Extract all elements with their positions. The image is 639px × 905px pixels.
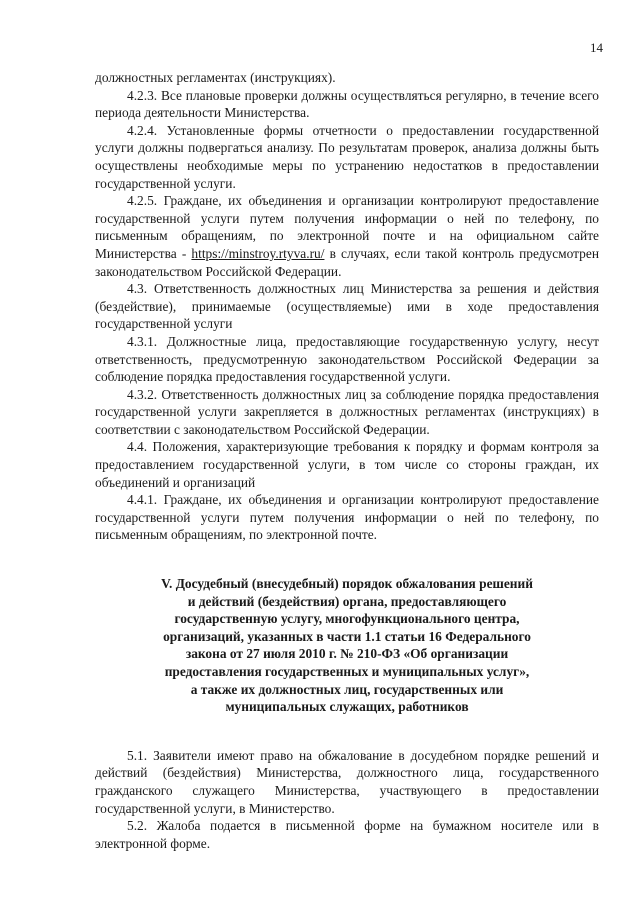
section-heading-line: закона от 27 июля 2010 г. № 210-ФЗ «Об организации [185,646,509,662]
paragraph: 4.3.2. Ответственность должностных лиц за соблюдение порядка предоставления государственной услуги закрепляется в должностных регламентах (инструкциях) в соответствии с законодательством Российской Федерации. [95,386,599,437]
paragraph: должностных регламентах (инструкциях). [95,70,336,85]
section-heading-line: а также их должностных лиц, государственных или [190,681,504,697]
section-heading-line: государственную услугу, многофункционального центра, [174,611,520,627]
section-heading [95,575,599,716]
paragraph: 5.1. Заявители имеют право на обжалование в досудебном порядке решений и действий (бездействия) Министерства, должностного лица, государственного гражданского служащего Министерства, участвующего в предоставлении государственной услуги, в Министерство. [95,747,599,816]
ministry-website-link[interactable]: https://minstroy.rtyva.ru/ [191,245,325,261]
paragraph: 4.3.1. Должностные лица, предоставляющие государственную услугу, несут ответственность, предусмотренную законодательством Российской Федерации за соблюдение порядка предоставления государственной услуги. [95,333,599,385]
document-body [95,69,599,852]
paragraph-4-2-5 [95,192,599,280]
paragraph: 4.4.1. Граждане, их объединения и организации контролируют предоставление государственной услуги путем получения информации о ней по телефону, по письменным обращениям, по электронной почте. [95,492,599,543]
paragraph: 5.2. Жалоба подается в письменной форме на бумажном носителе или в электронной форме. [95,818,599,851]
paragraph: 4.3. Ответственность должностных лиц Министерства за решения и действия (бездействие), принимаемые (осуществляемые) ими в ходе предоставления государственной услуги [95,281,599,332]
section-heading-line: организаций, указанных в части 1.1 статьи 16 Федерального [163,628,531,644]
section-heading-line: муниципальных служащих, работников [225,699,469,715]
paragraph: 4.2.3. Все плановые проверки должны осуществляться регулярно, в течение всего периода деятельности Министерства. [95,87,599,121]
paragraph-text: в случаях, если такой контроль предусмотрен законодательством Российской Федерации. [95,245,599,279]
section-heading-line: V. Досудебный (внесудебный) порядок обжалования решений [161,576,533,592]
paragraph: 4.2.4. Установленные формы отчетности о предоставлении государственной услуги должны подвергаться анализу. По результатам проверок, анализа должны быть осуществлены необходимые меры по устранению недостатков в предоставлении государственной услуги. [95,122,599,191]
page-number: 14 [590,40,603,55]
paragraph: 4.4. Положения, характеризующие требования к порядку и формам контроля за предоставлением государственной услуги, в том числе со стороны граждан, их объединений и организаций [95,439,599,490]
section-heading-line: и действий (бездействия) органа, предоставляющего [187,593,507,609]
paragraph-text: 4.2.5. Граждане, их объединения и организации контролируют предоставление государственной услуги путем получения информации о ней по телефону, по письменным обращениям, по электронной почте и на официальном сайте Министерства - [95,193,599,261]
section-heading-line: предоставления государственных и муниципальных услуг», [164,664,530,679]
